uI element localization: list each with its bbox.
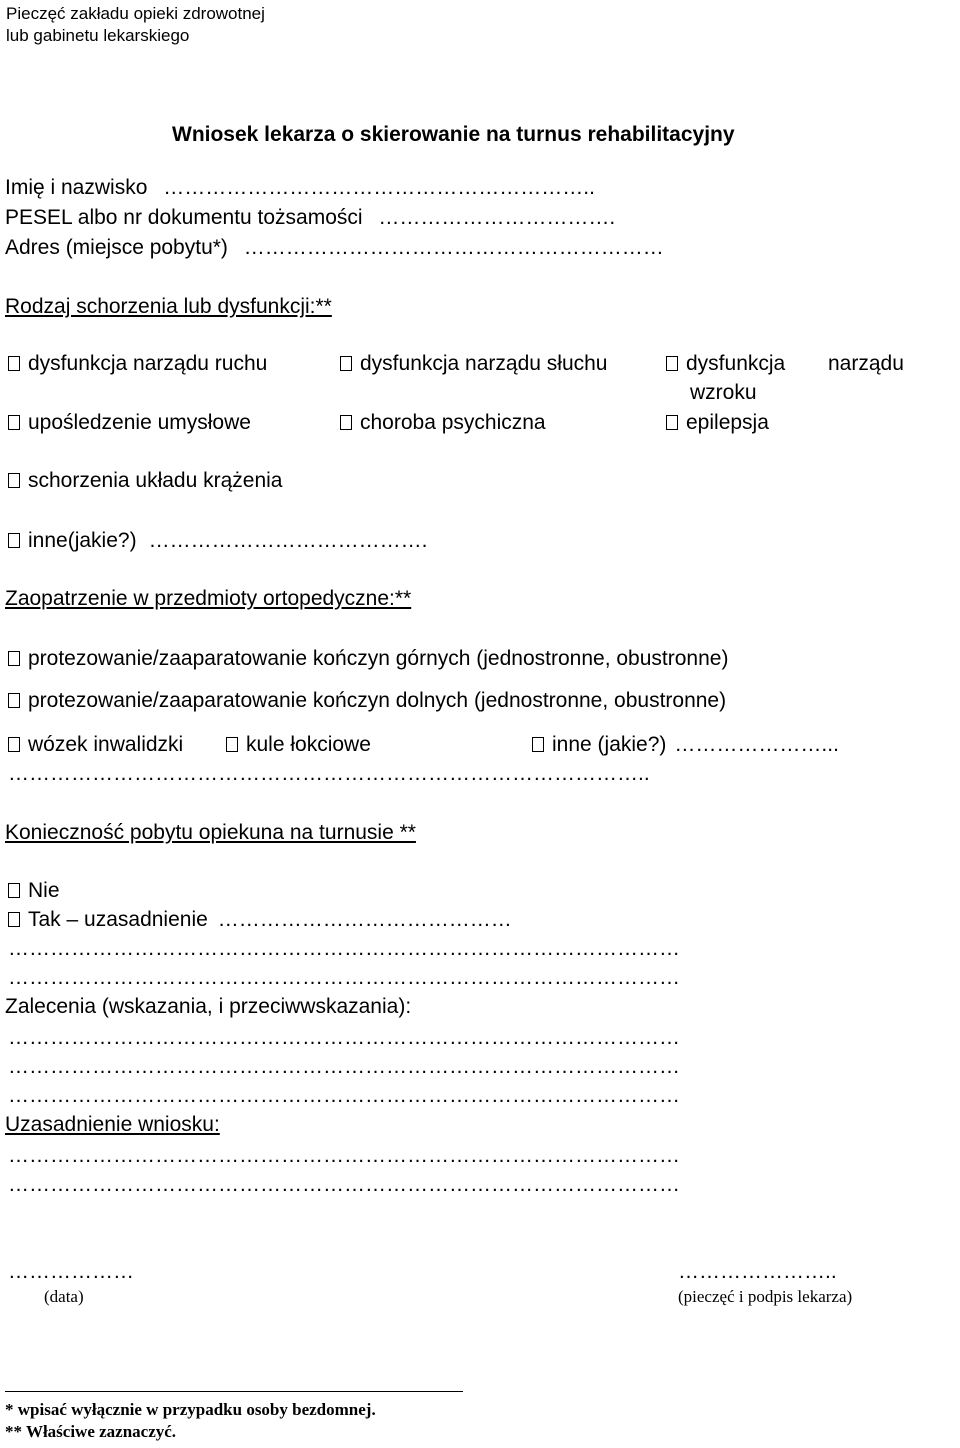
- checkbox-lower-limbs-label: protezowanie/zaaparatowanie kończyn dolnych (jednostronne, obustronne): [28, 689, 727, 712]
- stamp-label-line2: lub gabinetu lekarskiego: [6, 26, 190, 45]
- footnote-2: ** Właściwe zaznaczyć.: [5, 1422, 177, 1441]
- checkbox-empty-icon[interactable]: [226, 737, 238, 752]
- recommendations-fill-line-1[interactable]: ……………………………………………………………………………………: [8, 1026, 680, 1049]
- form-title: Wniosek lekarza o skierowanie na turnus rehabilitacyjny: [172, 123, 735, 146]
- checkbox-empty-icon[interactable]: [8, 415, 20, 430]
- pesel-label: PESEL albo nr dokumentu tożsamości: [5, 206, 363, 229]
- checkbox-empty-icon[interactable]: [8, 651, 20, 666]
- checkbox-motor-label: dysfunkcja narządu ruchu: [28, 352, 268, 375]
- checkbox-disease-other-label: inne(jakie?): [28, 529, 137, 552]
- caregiver-section-heading: Konieczność pobytu opiekuna na turnusie **: [5, 821, 416, 844]
- checkbox-vision-label-c: wzroku: [690, 381, 757, 404]
- checkbox-caregiver-no[interactable]: [8, 878, 60, 904]
- recommendations-fill-line-2[interactable]: ……………………………………………………………………………………: [8, 1055, 680, 1078]
- address-label: Adres (miejsce pobytu*): [5, 236, 228, 259]
- checkbox-vision[interactable]: [666, 351, 785, 377]
- checkbox-circulatory-label: schorzenia układu krążenia: [28, 469, 283, 492]
- justification-fill-line-2[interactable]: ……………………………………………………………………………………: [8, 1173, 680, 1196]
- checkbox-epilepsy-label: epilepsja: [686, 411, 769, 434]
- checkbox-caregiver-yes-label: Tak – uzasadnienie: [28, 908, 208, 931]
- pesel-field-row[interactable]: [5, 205, 615, 231]
- checkbox-crutches[interactable]: [226, 732, 371, 758]
- footnote-1: * wpisać wyłącznie w przypadku osoby bezdomnej.: [5, 1400, 376, 1419]
- address-fill-line[interactable]: ……………………………………………………: [243, 236, 664, 259]
- orthopedic-other-fill-line[interactable]: …………………...: [674, 733, 839, 756]
- name-field-row[interactable]: [5, 175, 595, 201]
- checkbox-empty-icon[interactable]: [8, 912, 20, 927]
- checkbox-caregiver-no-label: Nie: [28, 879, 60, 902]
- disease-section-heading: Rodzaj schorzenia lub dysfunkcji:**: [5, 295, 332, 318]
- justification-fill-line-1[interactable]: ……………………………………………………………………………………: [8, 1144, 680, 1167]
- checkbox-orthopedic-other-label: inne (jakie?): [552, 733, 667, 756]
- checkbox-empty-icon[interactable]: [340, 356, 352, 371]
- checkbox-epilepsy[interactable]: [666, 410, 769, 436]
- recommendations-heading: Zalecenia (wskazania, i przeciwwskazania):: [5, 995, 412, 1018]
- checkbox-empty-icon[interactable]: [8, 533, 20, 548]
- checkbox-wheelchair[interactable]: [8, 732, 183, 758]
- checkbox-upper-limbs[interactable]: [8, 646, 728, 672]
- caregiver-fill-line-3[interactable]: ……………………………………………………………………………………: [8, 966, 680, 989]
- checkbox-disease-other[interactable]: [8, 528, 427, 554]
- signature-fill-line[interactable]: …………………..: [678, 1260, 837, 1283]
- checkbox-circulatory[interactable]: [8, 468, 282, 494]
- checkbox-empty-icon[interactable]: [532, 737, 544, 752]
- signature-caption: (pieczęć i podpis lekarza): [678, 1287, 853, 1306]
- address-field-row[interactable]: [5, 235, 664, 261]
- checkbox-vision-label-a: dysfunkcja: [686, 352, 786, 375]
- disease-other-fill-line[interactable]: ………………………………….: [148, 529, 428, 552]
- name-fill-line[interactable]: ……………………………………………………..: [163, 176, 595, 199]
- checkbox-hearing-label: dysfunkcja narządu słuchu: [360, 352, 608, 375]
- stamp-label-line1: Pieczęć zakładu opieki zdrowotnej: [6, 4, 265, 23]
- checkbox-empty-icon[interactable]: [8, 693, 20, 708]
- checkbox-orthopedic-other[interactable]: [532, 732, 839, 758]
- checkbox-empty-icon[interactable]: [8, 473, 20, 488]
- caregiver-justification-fill-line[interactable]: ……………………………………: [217, 908, 512, 931]
- checkbox-psychiatric-label: choroba psychiczna: [360, 411, 546, 434]
- checkbox-empty-icon[interactable]: [8, 356, 20, 371]
- orthopedic-section-heading: Zaopatrzenie w przedmioty ortopedyczne:**: [5, 587, 412, 610]
- recommendations-fill-line-3[interactable]: ……………………………………………………………………………………: [8, 1084, 680, 1107]
- date-caption: (data): [44, 1287, 84, 1306]
- checkbox-crutches-label: kule łokciowe: [246, 733, 371, 756]
- checkbox-empty-icon[interactable]: [666, 356, 678, 371]
- checkbox-vision-label-b: narządu: [828, 352, 904, 375]
- name-label: Imię i nazwisko: [5, 176, 148, 199]
- orthopedic-continuation-line[interactable]: ………………………………………………………………………………..: [8, 762, 650, 785]
- checkbox-empty-icon[interactable]: [8, 883, 20, 898]
- checkbox-hearing[interactable]: [340, 351, 607, 377]
- checkbox-caregiver-yes[interactable]: [8, 907, 512, 933]
- footnote-separator: [5, 1391, 463, 1392]
- checkbox-empty-icon[interactable]: [340, 415, 352, 430]
- checkbox-upper-limbs-label: protezowanie/zaaparatowanie kończyn górnych (jednostronne, obustronne): [28, 647, 729, 670]
- checkbox-empty-icon[interactable]: [666, 415, 678, 430]
- checkbox-motor[interactable]: [8, 351, 267, 377]
- justification-heading: Uzasadnienie wniosku:: [5, 1113, 220, 1136]
- checkbox-psychiatric[interactable]: [340, 410, 546, 436]
- checkbox-mental-label: upośledzenie umysłowe: [28, 411, 251, 434]
- checkbox-lower-limbs[interactable]: [8, 688, 726, 714]
- checkbox-empty-icon[interactable]: [8, 737, 20, 752]
- date-fill-line[interactable]: ………………: [8, 1260, 134, 1283]
- pesel-fill-line[interactable]: …………………………….: [378, 206, 616, 229]
- checkbox-wheelchair-label: wózek inwalidzki: [28, 733, 184, 756]
- checkbox-mental[interactable]: [8, 410, 251, 436]
- caregiver-fill-line-2[interactable]: ……………………………………………………………………………………: [8, 937, 680, 960]
